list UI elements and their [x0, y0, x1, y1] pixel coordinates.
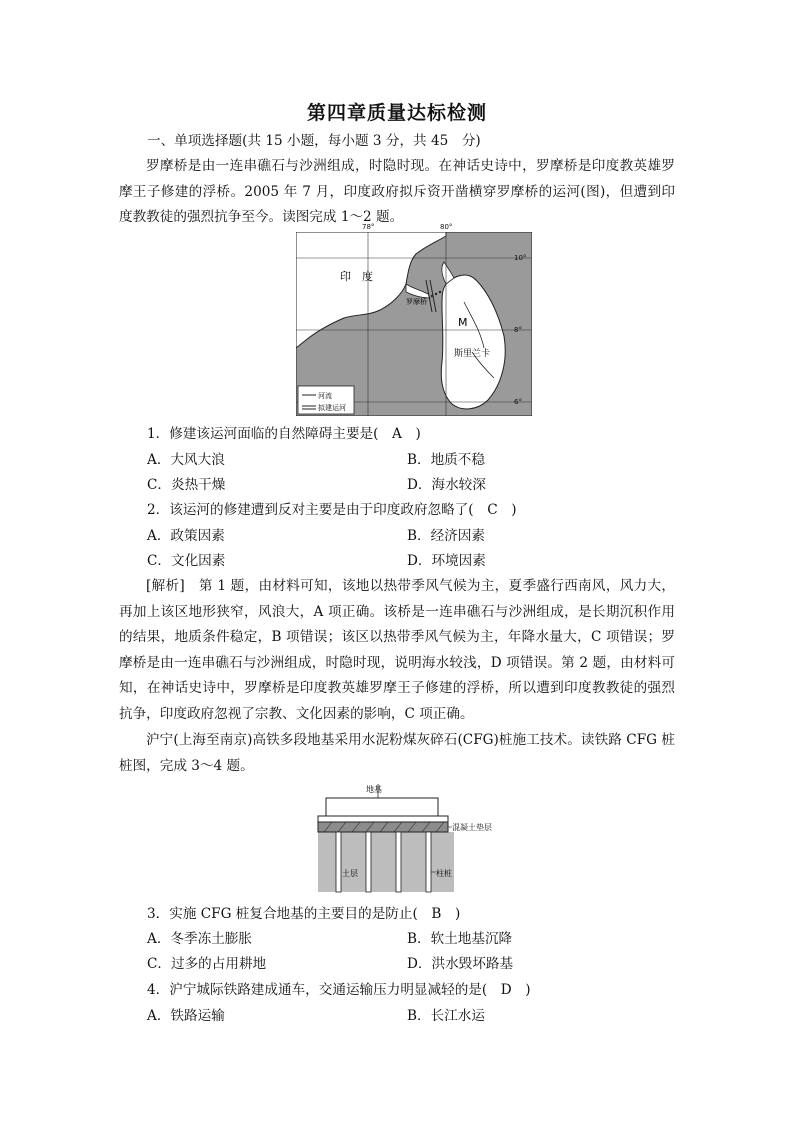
q1-option-c: C．炎热干燥 — [147, 477, 226, 493]
q3-option-a: A．冬季冻土膨胀 — [147, 931, 252, 947]
section-heading: 一、单项选择题(共 15 小题，每小题 3 分，共 45 分) — [147, 133, 481, 149]
q2-option-c: C．文化因素 — [147, 553, 226, 569]
q4-option-b: B．长江水运 — [407, 1008, 485, 1024]
question-1-stem: 1．修建该运河面临的自然障碍主要是( A ) — [147, 426, 421, 442]
lon-label-80: 80° — [440, 223, 453, 231]
cfg-pile-diagram — [316, 776, 480, 894]
q3-option-b: B．软土地基沉降 — [407, 931, 513, 947]
m-label: M — [458, 316, 468, 329]
lat-label-10: 10° — [514, 254, 527, 262]
q2-option-a: A．政策因素 — [147, 528, 225, 544]
q1-option-d: D．海水较深 — [407, 477, 486, 493]
q2-option-d: D．环境因素 — [407, 553, 486, 569]
lon-label-78: 78° — [362, 223, 375, 231]
intro-paragraph-2: 沪宁(上海至南京)高铁多段地基采用水泥粉煤灰碎石(CFG)桩施工技术。读铁路 CFG 桩桩图，完成 3～4 题。 — [119, 732, 675, 774]
question-2-stem: 2．该运河的修建遭到反对主要是由于印度政府忽略了( C ) — [147, 502, 517, 518]
page-title: 第四章质量达标检测 — [306, 102, 487, 124]
legend-river-label: 河流 — [318, 392, 332, 400]
q2-option-b: B．经济因素 — [407, 528, 485, 544]
q1-option-a: A．大风大浪 — [147, 452, 225, 468]
q4-option-a: A．铁路运输 — [147, 1008, 225, 1024]
lat-label-8: 8° — [514, 326, 522, 334]
soil-label: 土层 — [342, 869, 358, 878]
india-label: 印 度 — [340, 270, 373, 283]
legend-canal-label: 拟建运河 — [318, 404, 346, 412]
q3-option-c: C．过多的占用耕地 — [147, 956, 267, 972]
analysis-paragraph: [解析] 第 1 题，由材料可知，该地以热带季风气候为主，夏季盛行西南风，风力大，再加上该区地形狭窄，风浪大，A 项正确。该桥是一连串礁石与沙洲组成，是长期沉积作用的结果，地质条件稳定，B 项错误；该区以热带季风气候为主，年降水量大，C 项错误；罗摩桥是由一连串礁石与沙洲组成，时隐时现，说明海水较浅，D 项错误。第 2 题，由材料可知，在神话史诗中，罗摩桥是印度教英雄罗摩王子修建的浮桥，所以遭到印度教教徒的强烈抗争，印度政府忽视了宗教、文化因素的影响，C 项正确。 — [119, 578, 675, 722]
bridge-label: 罗摩桥 — [406, 298, 427, 306]
question-3-stem: 3．实施 CFG 桩复合地基的主要目的是防止( B ) — [147, 906, 461, 922]
pile-label: 柱桩 — [436, 869, 452, 878]
foundation-label: 地基 — [366, 785, 382, 794]
lat-label-6: 6° — [514, 398, 522, 406]
sri-lanka-label: 斯里兰卡 — [454, 349, 491, 359]
intro-paragraph-1: 罗摩桥是由一连串礁石与沙洲组成，时隐时现。在神话史诗中，罗摩桥是印度教英雄罗摩王子修建的浮桥。2005 年 7 月，印度政府拟斥资开凿横穿罗摩桥的运河(图)，但遭到印度教教徒的强烈抗争至今。读图完成 1～2 题。 — [119, 158, 675, 226]
question-4-stem: 4．沪宁城际铁路建成通车，交通运输压力明显减轻的是( D ) — [147, 982, 531, 998]
cushion-label: 混凝土垫层 — [452, 823, 492, 832]
q3-option-d: D．洪水毁坏路基 — [407, 956, 514, 972]
q1-option-b: B．地质不稳 — [407, 452, 485, 468]
rama-bridge-map — [296, 232, 532, 416]
